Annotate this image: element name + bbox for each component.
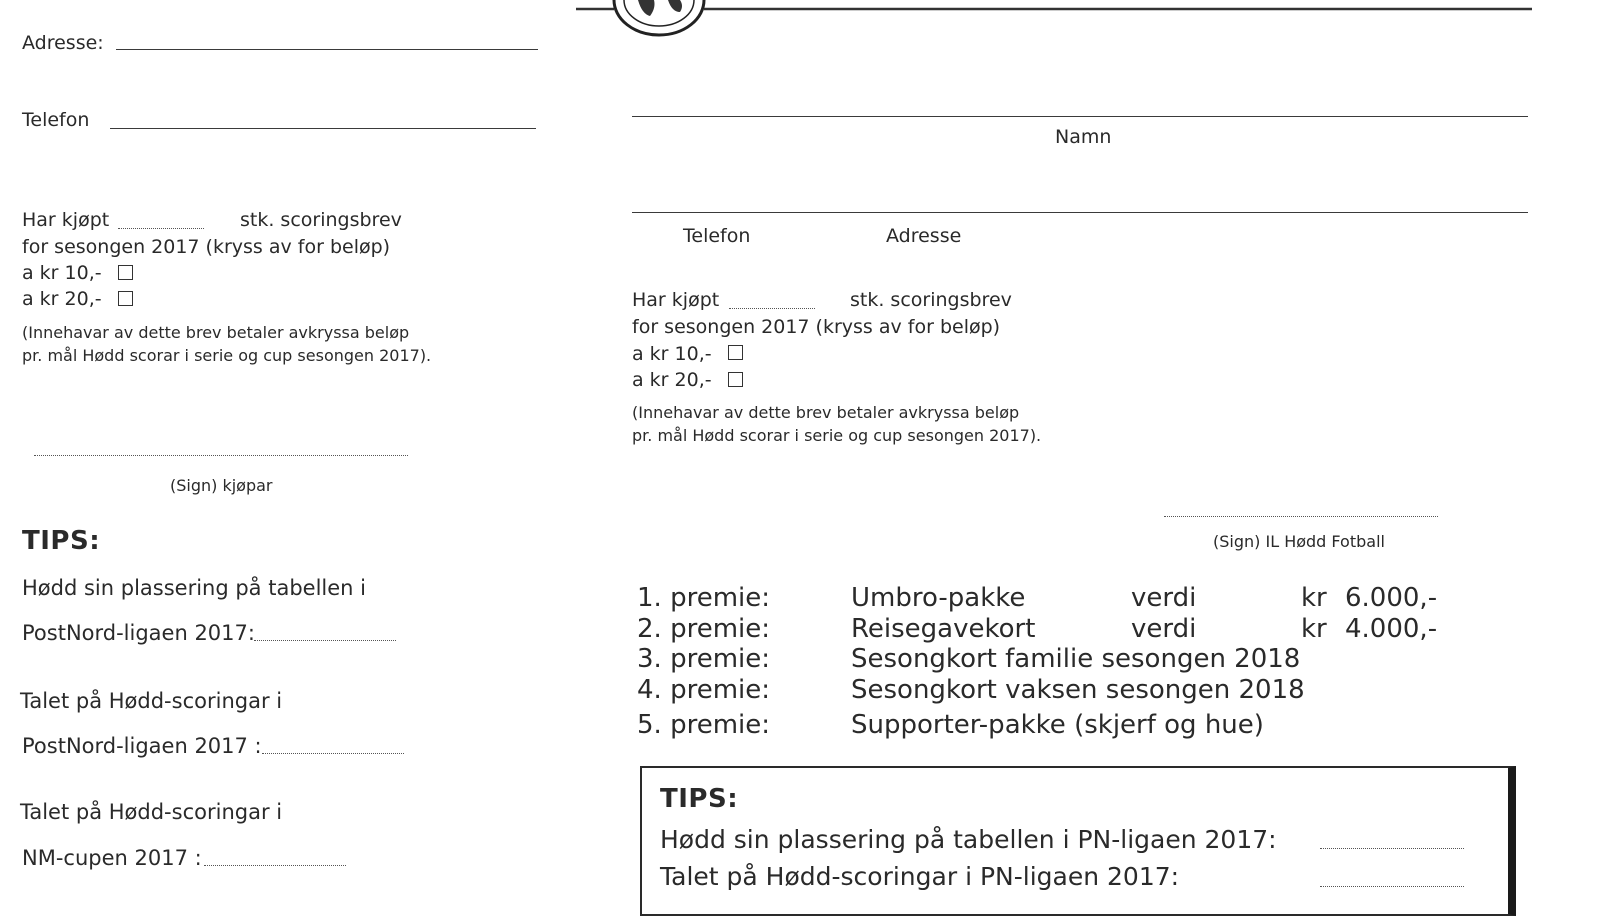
prize-worth: verdi [1131,583,1197,613]
q2-line-2: PostNord-ligaen 2017 : [22,734,262,758]
tips-q1-answer-line[interactable] [1320,848,1464,849]
address-line[interactable] [116,49,538,50]
option-20-label: a kr 20,- [632,369,712,391]
phone-line[interactable] [110,128,536,129]
tips-heading: TIPS: [660,784,739,814]
prize-item: Sesongkort familie sesongen 2018 [851,644,1301,674]
note-line-2: pr. mål Hødd scorar i serie og cup sesongen 2017). [632,426,1042,445]
name-line[interactable] [632,116,1528,117]
bought-prefix: Har kjøpt [632,289,720,311]
prize-item: Umbro-pakke [851,583,1026,613]
tips-q2-answer-line[interactable] [1320,886,1464,887]
bought-suffix: stk. scoringsbrev [850,289,1012,311]
buyer-signature-line[interactable] [34,455,408,456]
address-label: Adresse: [22,32,104,54]
club-signature-line[interactable] [1164,516,1438,517]
option-20-label: a kr 20,- [22,288,102,310]
option-10-checkbox[interactable] [118,265,133,280]
q1-answer-line[interactable] [254,640,396,641]
prize-item: Sesongkort vaksen sesongen 2018 [851,675,1305,705]
club-sign-label: (Sign) IL Hødd Fotball [1213,532,1385,551]
buyer-sign-label: (Sign) kjøpar [170,476,273,495]
q3-line-2: NM-cupen 2017 : [22,846,202,870]
prize-rank: 1. premie: [637,583,770,613]
prize-currency: kr [1301,614,1327,644]
prize-amount: 6.000,- [1345,583,1438,613]
name-label: Namn [1055,126,1112,148]
prize-amount: 4.000,- [1345,614,1438,644]
q3-answer-line[interactable] [204,865,346,866]
tips-heading: TIPS: [22,526,101,556]
quantity-line[interactable] [118,228,204,229]
option-20-checkbox[interactable] [118,291,133,306]
q1-line-2: PostNord-ligaen 2017: [22,621,255,645]
bought-prefix: Har kjøpt [22,209,110,231]
season-line: for sesongen 2017 (kryss av for beløp) [22,236,391,258]
q2-answer-line[interactable] [262,753,404,754]
option-10-label: a kr 10,- [22,262,102,284]
option-20-checkbox[interactable] [728,372,743,387]
tips-q2: Talet på Hødd-scoringar i PN-ligaen 2017: [660,862,1180,891]
quantity-line[interactable] [729,308,815,309]
option-10-checkbox[interactable] [728,345,743,360]
phone-label: Telefon [22,109,90,131]
q2-line-1: Talet på Hødd-scoringar i [20,689,283,713]
prize-currency: kr [1301,583,1327,613]
season-line: for sesongen 2017 (kryss av for beløp) [632,316,1001,338]
tips-q1: Hødd sin plassering på tabellen i PN-ligaen 2017: [660,825,1277,854]
prize-rank: 5. premie: [637,710,770,740]
q3-line-1: Talet på Hødd-scoringar i [20,800,283,824]
phone-address-line[interactable] [632,212,1528,213]
bought-suffix: stk. scoringsbrev [240,209,402,231]
prize-item: Supporter-pakke (skjerf og hue) [851,710,1264,740]
prize-rank: 2. premie: [637,614,770,644]
prize-worth: verdi [1131,614,1197,644]
prize-rank: 3. premie: [637,644,770,674]
club-crest-icon [576,0,1536,40]
note-line-1: (Innehavar av dette brev betaler avkryssa beløp [22,323,410,342]
q1-line-1: Hødd sin plassering på tabellen i [22,576,366,600]
note-line-2: pr. mål Hødd scorar i serie og cup sesongen 2017). [22,346,432,365]
option-10-label: a kr 10,- [632,343,712,365]
phone-label: Telefon [683,225,751,247]
prize-item: Reisegavekort [851,614,1036,644]
note-line-1: (Innehavar av dette brev betaler avkryssa beløp [632,403,1020,422]
address-label: Adresse [886,225,962,247]
prize-rank: 4. premie: [637,675,770,705]
